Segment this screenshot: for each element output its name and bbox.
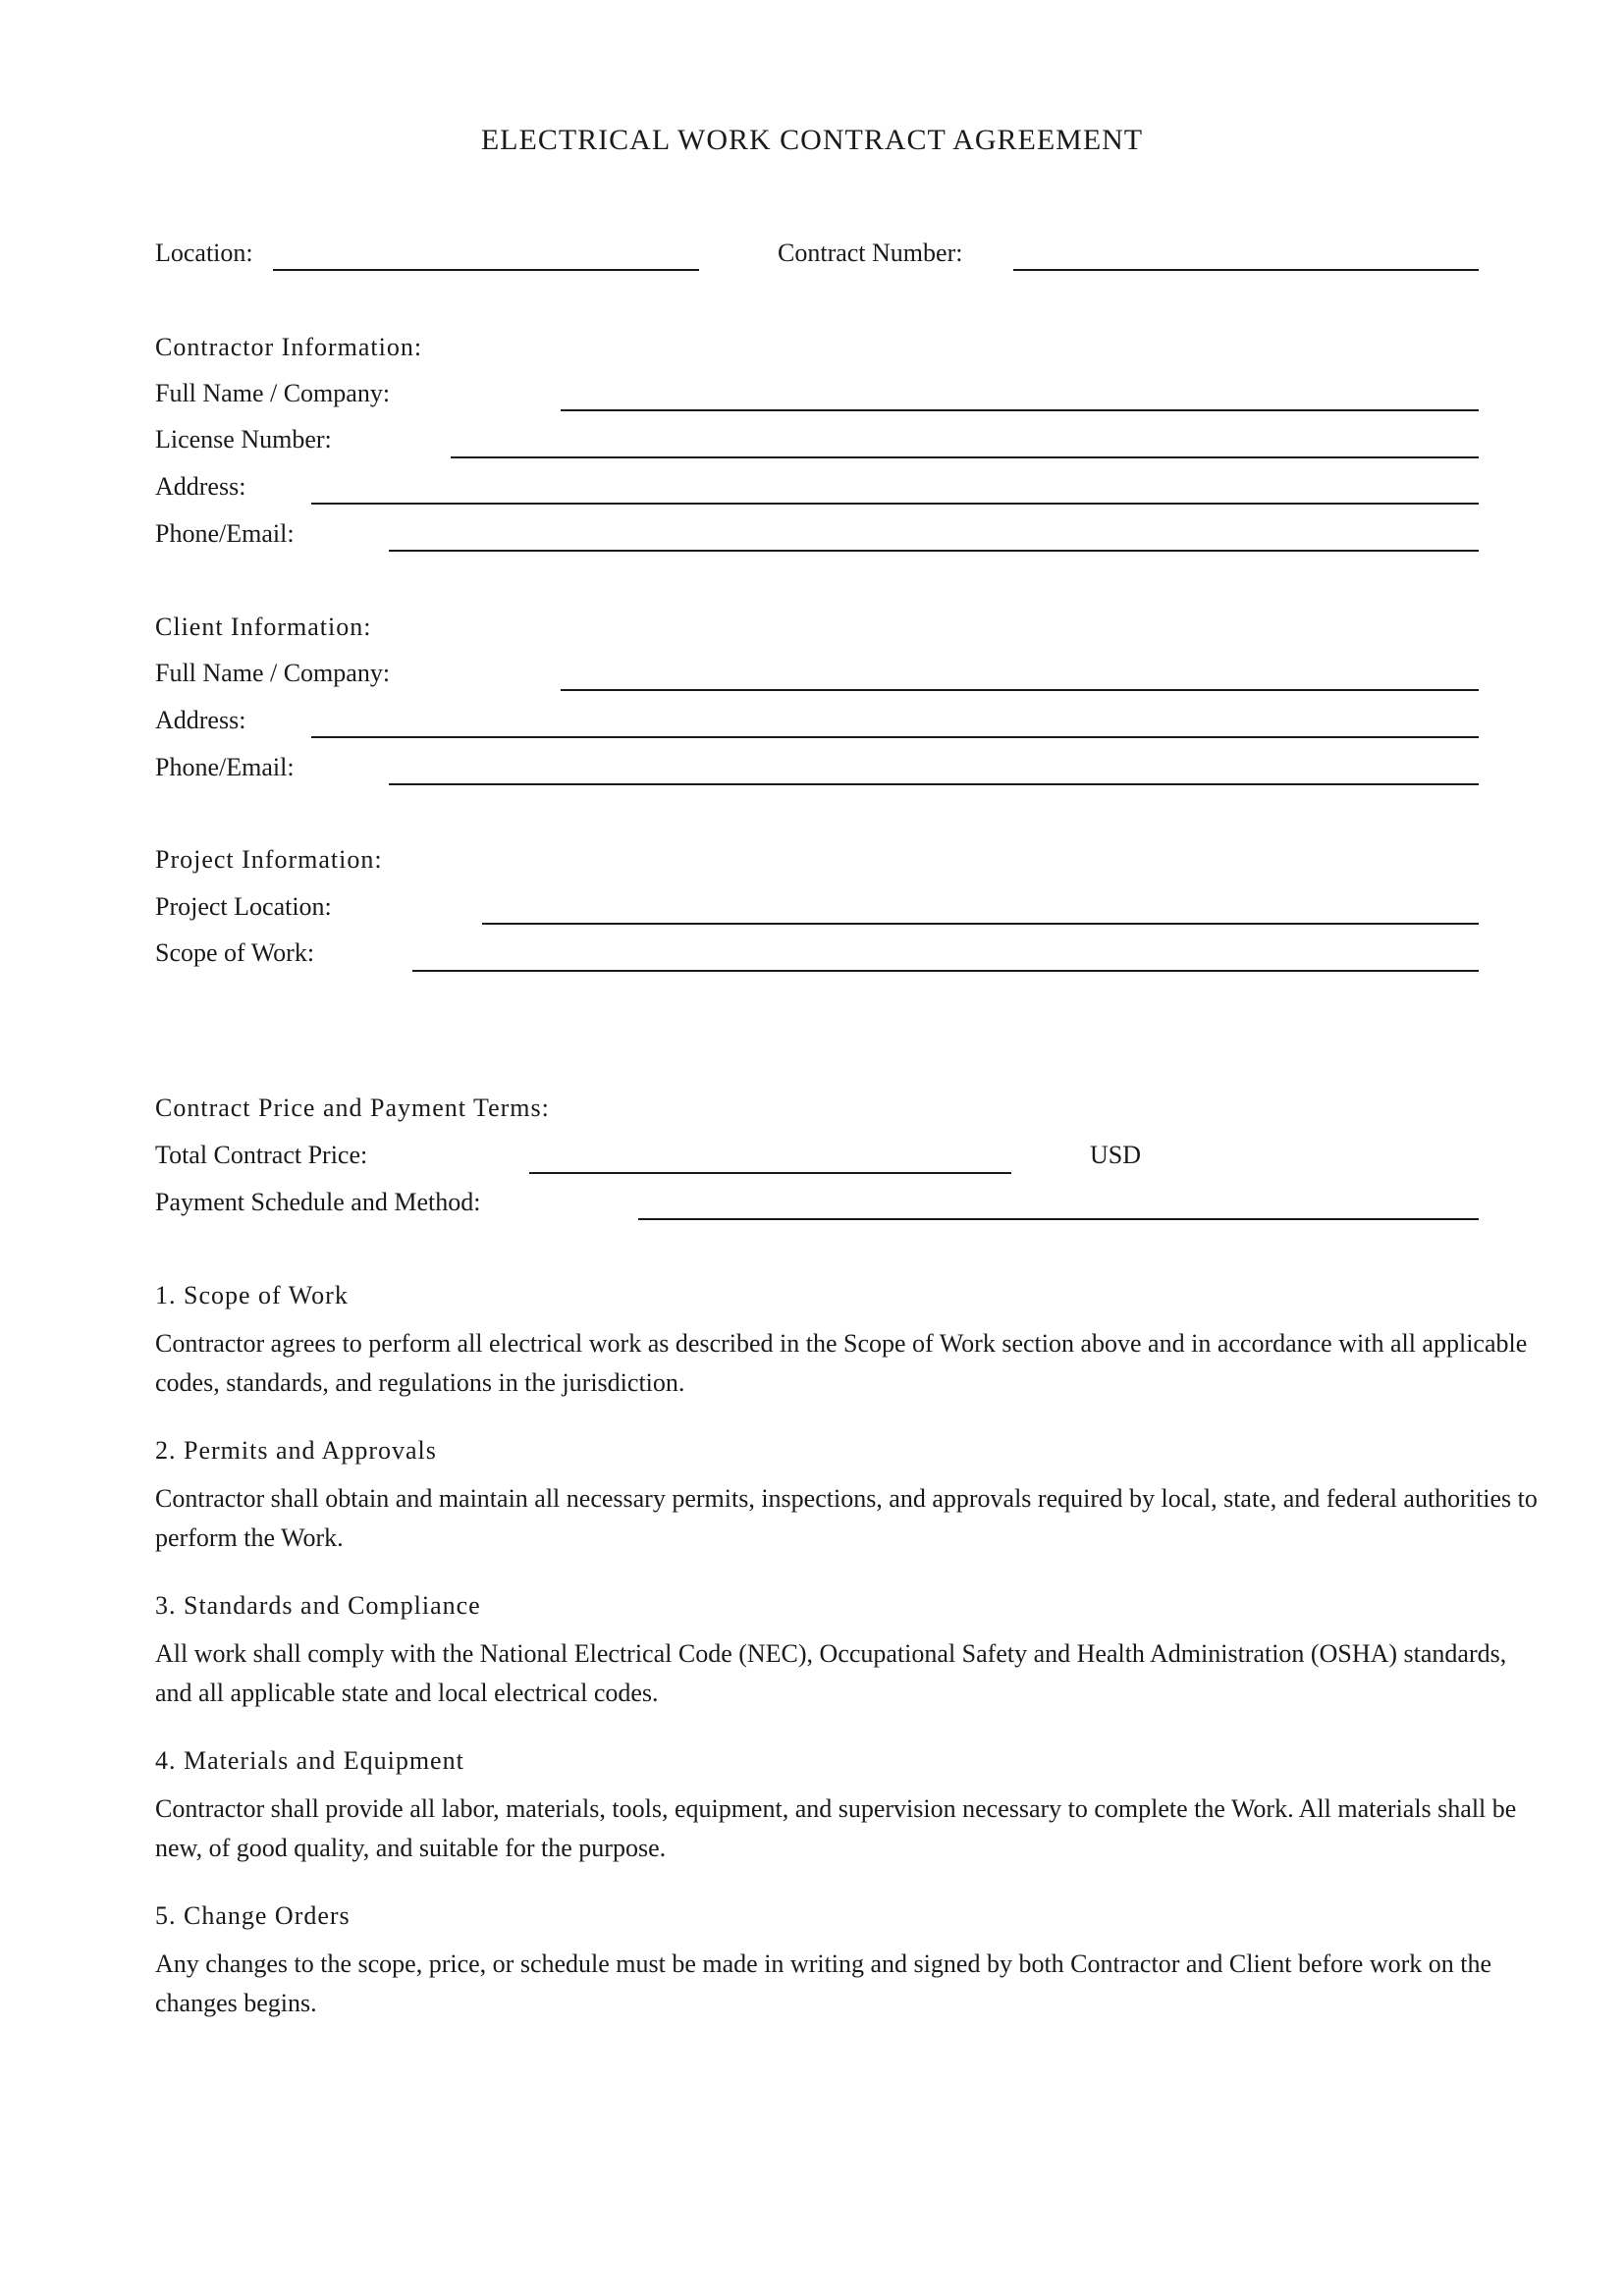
location-field[interactable] [273,269,699,271]
client-phone-field[interactable] [389,783,1479,785]
clause-heading: 4. Materials and Equipment [155,1746,464,1775]
contract-number-field[interactable] [1013,269,1479,271]
client-address-label: Address: [155,706,246,734]
contractor-license-field[interactable] [451,456,1479,458]
payment-schedule-label: Payment Schedule and Method: [155,1188,481,1216]
scope-of-work-label: Scope of Work: [155,938,315,967]
contractor-full-name-field[interactable] [561,409,1479,411]
clause-text: All work shall comply with the National Electrical Code (NEC), Occupational Safety and Health Administration (OSHA) standards, and all applicable state and local electrical codes. [155,1639,1507,1707]
clause-heading: 1. Scope of Work [155,1281,349,1309]
project-info-heading: Project Information: [155,845,383,874]
clause-heading: 2. Permits and Approvals [155,1436,437,1465]
client-info-heading: Client Information: [155,613,372,641]
scope-of-work-field[interactable] [412,970,1479,972]
clause-text: Contractor shall provide all labor, materials, tools, equipment, and supervision necessary to complete the Work. All materials shall be new, of good quality, and suitable for the purpose. [155,1794,1517,1862]
payment-terms-heading: Contract Price and Payment Terms: [155,1094,550,1122]
project-location-field[interactable] [482,923,1479,925]
location-label: Location: [155,239,253,267]
document-title: ELECTRICAL WORK CONTRACT AGREEMENT [480,124,1144,156]
clause-heading: 3. Standards and Compliance [155,1591,481,1620]
currency-label: USD [1090,1141,1142,1169]
contractor-address-field[interactable] [311,503,1479,505]
client-full-name-label: Full Name / Company: [155,659,391,687]
payment-schedule-field[interactable] [638,1218,1479,1220]
clause-text: Contractor shall obtain and maintain all necessary permits, inspections, and approvals required by local, state, and federal authorities to perform the Work. [155,1484,1538,1552]
clause-text: Any changes to the scope, price, or schedule must be made in writing and signed by both Contractor and Client before work on the changes begins. [155,1949,1492,2017]
contract-number-label: Contract Number: [778,239,963,267]
clause-text: Contractor agrees to perform all electrical work as described in the Scope of Work section above and in accordance with all applicable codes, standards, and regulations in the jurisdiction. [155,1329,1528,1397]
contractor-phone-field[interactable] [389,550,1479,552]
total-price-label: Total Contract Price: [155,1141,368,1169]
contractor-info-heading: Contractor Information: [155,333,423,361]
project-location-label: Project Location: [155,892,332,921]
client-phone-label: Phone/Email: [155,753,295,781]
client-full-name-field[interactable] [561,689,1479,691]
contractor-license-label: License Number: [155,425,332,454]
contractor-address-label: Address: [155,472,246,501]
clause-heading: 5. Change Orders [155,1901,351,1930]
total-price-field[interactable] [529,1172,1011,1174]
client-address-field[interactable] [311,736,1479,738]
contractor-phone-label: Phone/Email: [155,519,295,548]
contractor-full-name-label: Full Name / Company: [155,379,391,407]
